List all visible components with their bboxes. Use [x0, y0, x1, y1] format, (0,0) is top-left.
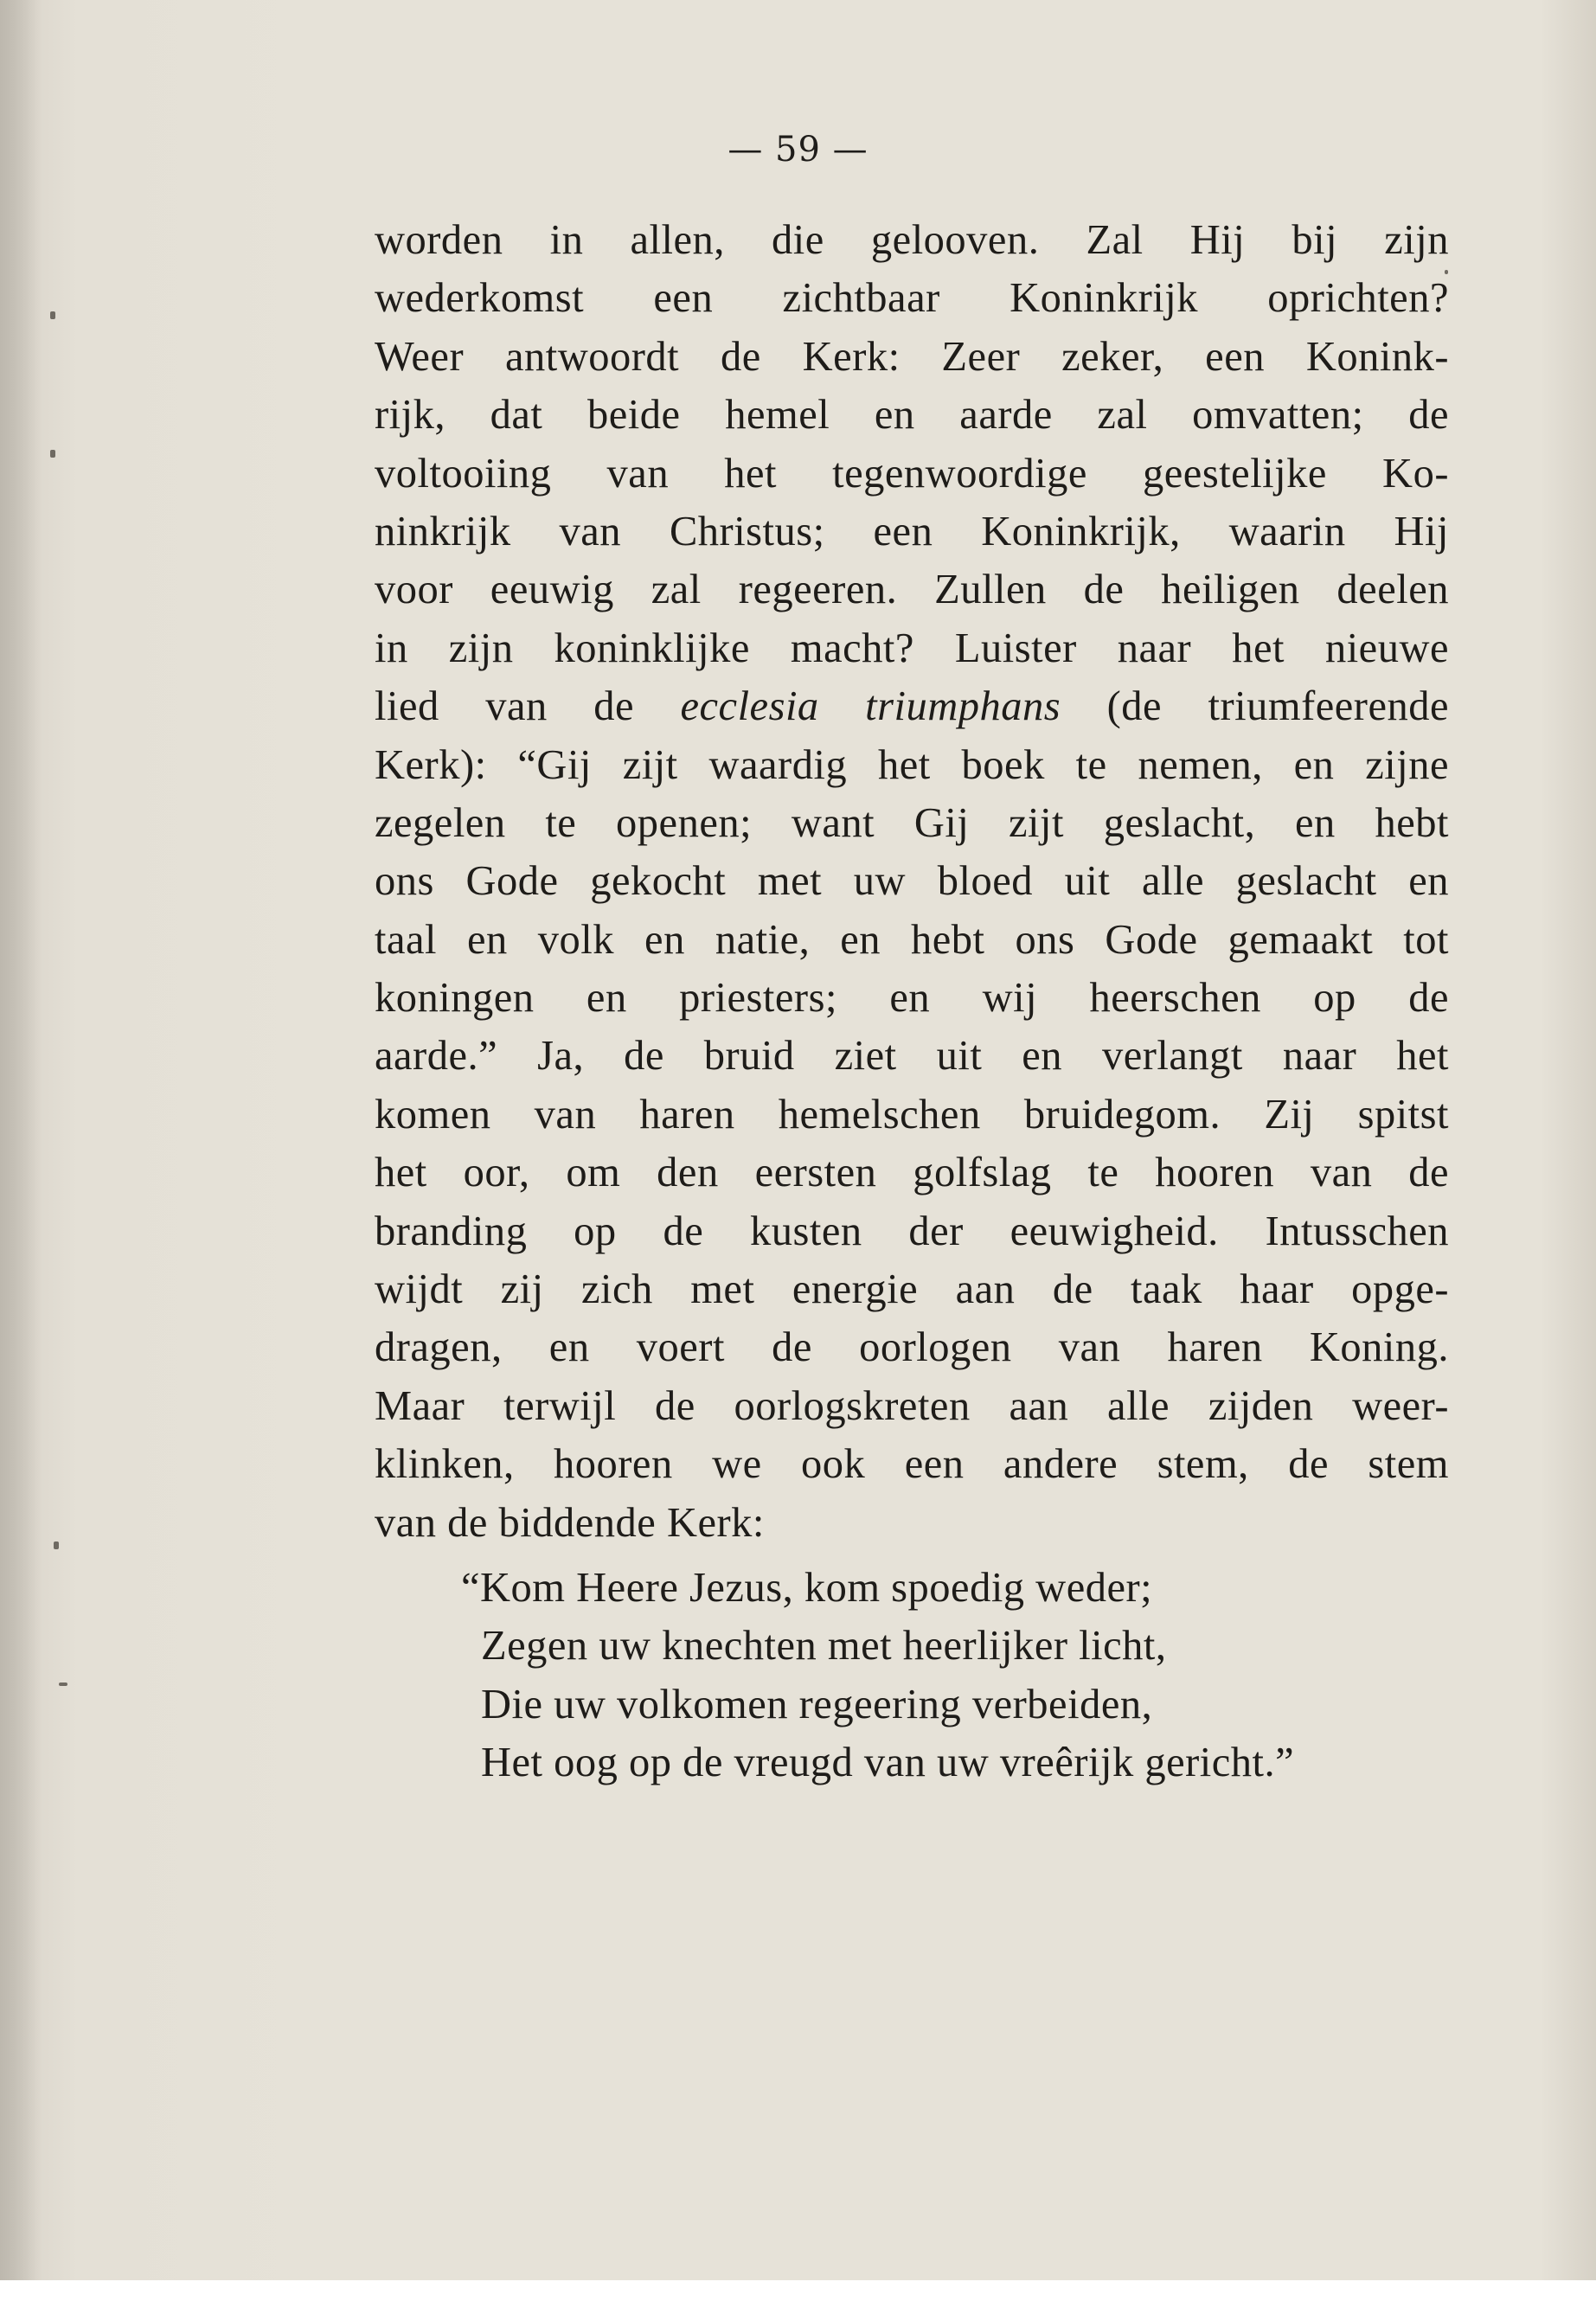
margin-speck: [54, 1541, 59, 1549]
margin-speck: [59, 1682, 67, 1686]
verse-line: “Kom Heere Jezus, kom spoedig weder;: [461, 1565, 1153, 1611]
text-fragment: lied van de: [375, 683, 634, 730]
text-line: rijk, dat beide hemel en aarde zal omvatten; de: [375, 392, 1449, 439]
text-line-with-italic: [375, 677, 1449, 735]
text-line: branding op de kusten der eeuwigheid. Intusschen: [375, 1208, 1449, 1254]
text-line: klinken, hooren we ook een andere stem, de stem: [375, 1441, 1449, 1488]
verse-quote: [461, 1559, 1294, 1792]
margin-speck: [50, 311, 55, 319]
text-line: koningen en priesters; en wij heerschen op de: [375, 975, 1449, 1022]
text-line: zegelen te openen; want Gij zijt geslacht, en hebt: [375, 799, 1449, 846]
text-line: aarde.” Ja, de bruid ziet uit en verlangt naar het: [375, 1033, 1449, 1080]
text-line: Weer antwoordt de Kerk: Zeer zeker, een Konink-: [375, 333, 1449, 380]
verse-line: Het oog op de vreugd van uw vreêrijk gericht.”: [481, 1740, 1295, 1786]
body-paragraph: [375, 211, 1449, 1552]
text-line: dragen, en voert de oorlogen van haren Koning.: [375, 1324, 1449, 1371]
text-line: wederkomst een zichtbaar Koninkrijk oprichten?: [375, 275, 1449, 322]
text-fragment: (de triumfeerende: [1106, 683, 1450, 730]
margin-speck: [50, 450, 55, 458]
text-line: van de biddende Kerk:: [375, 1499, 765, 1546]
page-number: — 59 —: [727, 130, 869, 170]
text-line: taal en volk en natie, en hebt ons Gode gemaakt tot: [375, 916, 1449, 963]
spine-shadow: [0, 0, 42, 2301]
text-line: voor eeuwig zal regeeren. Zullen de heiligen deelen: [375, 567, 1449, 613]
text-line: in zijn koninklijke macht? Luister naar het nieuwe: [375, 625, 1449, 671]
verse-line: Die uw volkomen regeering verbeiden,: [481, 1681, 1153, 1727]
verse-line: Zegen uw knechten met heerlijker licht,: [481, 1623, 1167, 1670]
page-bottom-edge: [0, 2280, 1596, 2301]
text-line: komen van haren hemelschen bruidegom. Zij spitst: [375, 1091, 1449, 1138]
text-line: Maar terwijl de oorlogskreten aan alle zijden weer-: [375, 1382, 1449, 1429]
text-line: ons Gode gekocht met uw bloed uit alle geslacht en: [375, 858, 1449, 905]
text-line: het oor, om den eersten golfslag te hooren van de: [375, 1150, 1449, 1196]
italic-phrase: ecclesia triumphans: [680, 683, 1061, 730]
text-line: worden in allen, die gelooven. Zal Hij bij zijn: [375, 217, 1449, 263]
text-line: Kerk): “Gij zijt waardig het boek te nemen, en zijne: [375, 741, 1449, 788]
text-line: ninkrijk van Christus; een Koninkrijk, waarin Hij: [375, 508, 1449, 554]
text-line: wijdt zij zich met energie aan de taak haar opge-: [375, 1266, 1449, 1313]
text-line: voltooiing van het tegenwoordige geestelijke Ko-: [375, 450, 1449, 497]
